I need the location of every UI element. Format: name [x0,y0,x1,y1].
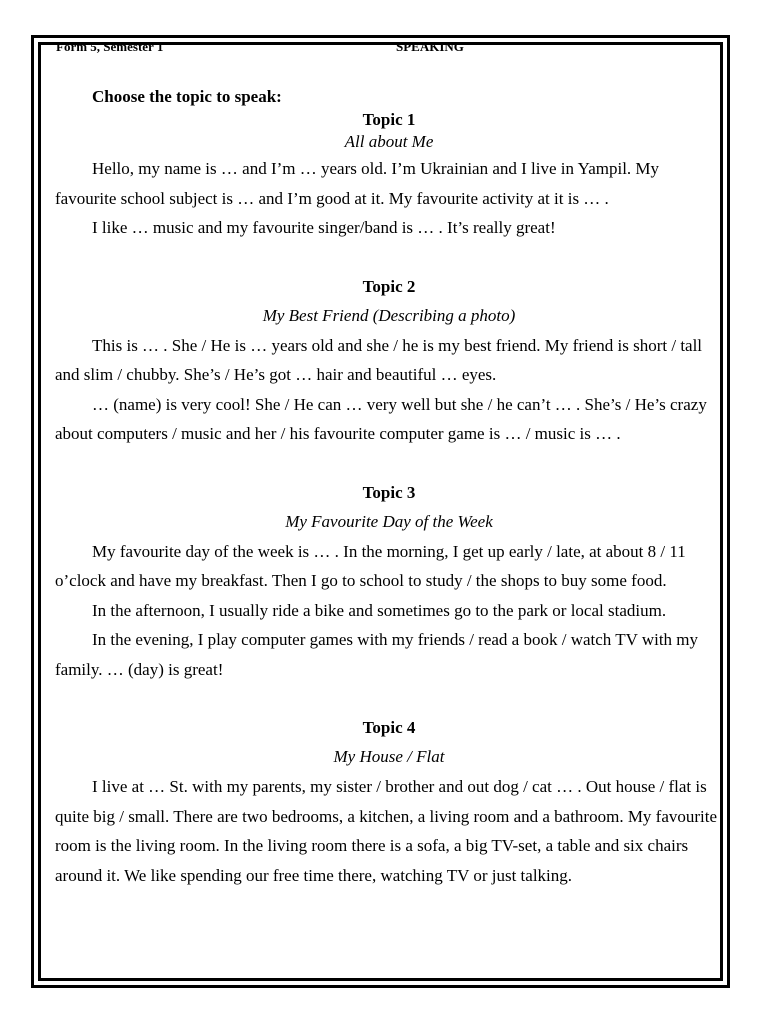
topic-title: Topic 1 [362,110,416,129]
header-section-title: SPEAKING [396,39,464,54]
topic-paragraph: … (name) is very cool! She / He can … very well but she / he can’t … . She’s / He’s crazy about computers / music and her / his favourite computer game is … / music is … . [55,394,707,443]
topic-2 [55,272,723,449]
topic-subtitle: My Best Friend (Describing a photo) [262,305,516,325]
header-form-semester: Form 5, Semester 1 [56,39,164,54]
topic-paragraph: In the evening, I play computer games with my friends / read a book / watch TV with my family. … (day) is great! [55,630,699,679]
topic-paragraph: I live at … St. with my parents, my sister / brother and out dog / cat … . Out house / flat is quite big / small. There are two bedrooms, a kitchen, a living room and a bathroom. My favourite room is the living room. In the living room there is a sofa, a big TV-set, a table and six chairs around it. We like spending our free time there, watching TV or just talking. [55,777,718,885]
topic-subtitle: My House / Flat [333,747,445,766]
topic-4 [55,713,723,890]
topic-paragraph: My favourite day of the week is … . In the morning, I get up early / late, at about 8 / 11 o’clock and have my breakfast. Then I go to school to study / the shops to buy some food. [55,541,686,590]
instruction-heading: Choose the topic to speak: [92,87,282,106]
topic-paragraph: Hello, my name is … and I’m … years old. I’m Ukrainian and I live in Yampil. My favourite school subject is … and I’m good at it. My favourite activity at it is … . [55,159,660,208]
document-body [55,84,723,890]
topic-title: Topic 2 [362,276,416,296]
topic-1 [55,109,723,243]
topic-3 [55,478,723,685]
topic-paragraph: In the afternoon, I usually ride a bike and sometimes go to the park or local stadium. [92,600,667,620]
topic-paragraph: I like … music and my favourite singer/band is … . It’s really great! [92,218,556,237]
topic-subtitle: All about Me [344,132,434,151]
topic-title: Topic 4 [362,718,416,737]
topic-title: Topic 3 [362,482,416,502]
topic-subtitle: My Favourite Day of the Week [285,511,493,531]
topic-paragraph: This is … . She / He is … years old and she / he is my best friend. My friend is short / tall and slim / chubby. She’s / He’s got … hair and beautiful … eyes. [55,335,703,384]
